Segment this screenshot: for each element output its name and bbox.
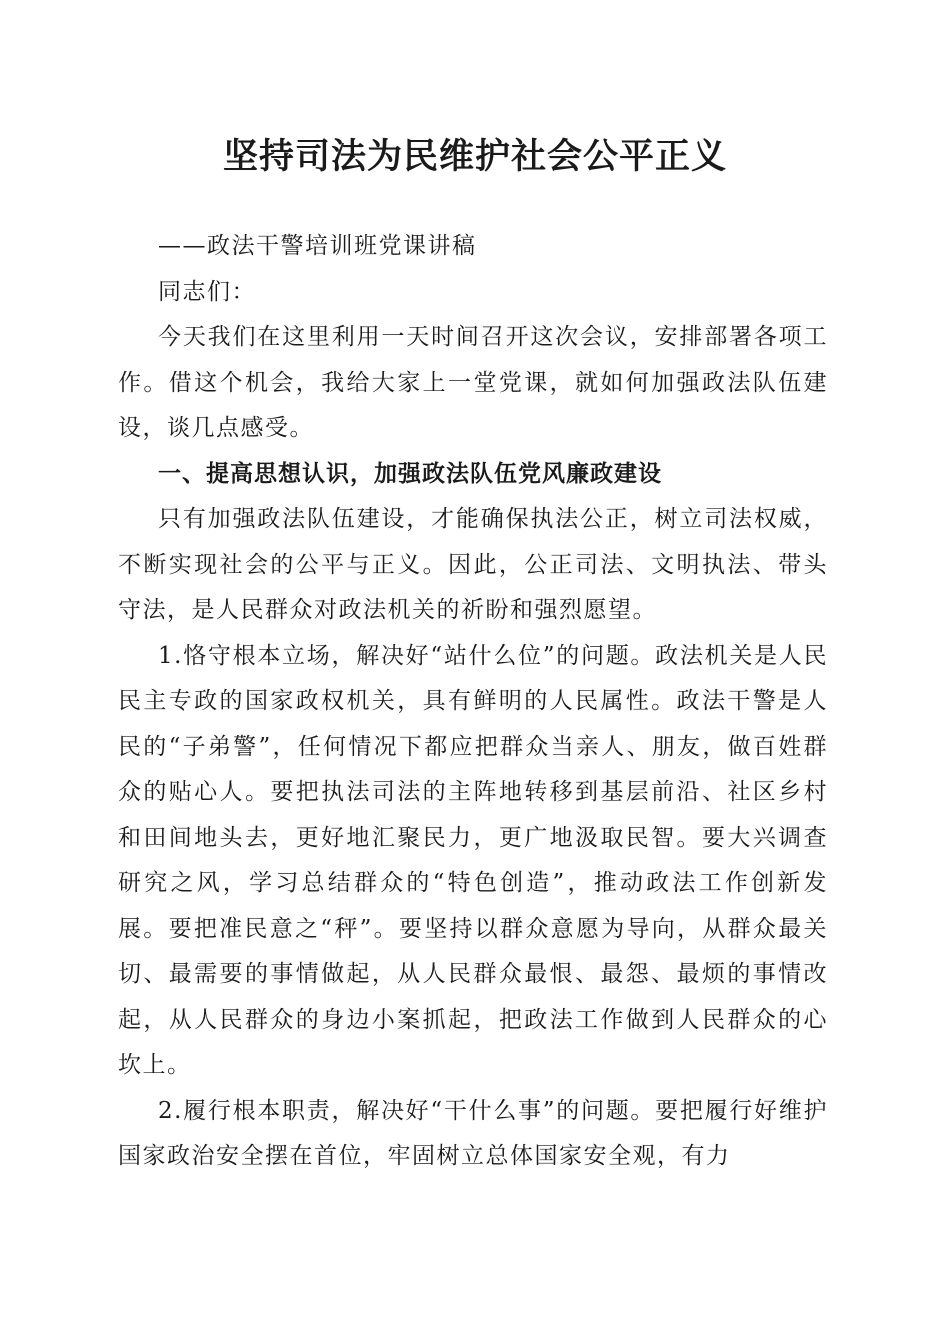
document-title: 坚持司法为民维护社会公平正义 xyxy=(222,137,727,177)
point-1-paragraph: 1.恪守根本立场，解决好“站什么位”的问题。政法机关是人民民主专政的国家政权机关，具有鲜明的人民属性。政法干警是人民的“子弟警”，任何情况下都应把群众当亲人、朋友，做百姓群众的贴心人。要把执法司法的主阵地转移到基层前沿、社区乡村和田间地头去，更好地汇聚民力，更广地汲取民智。要大兴调查研究之风，学习总结群众的“特色创造”，推动政法工作创新发展。要把准民意之“秤”。要坚持以群众意愿为导向，从群众最关切、最需要的事情做起，从人民群众最恨、最怨、最烦的事情改起，从人民群众的身边小案抓起，把政法工作做到人民群众的心坎上。 xyxy=(118,642,828,1078)
section-heading: 一、提高思想认识，加强政法队伍党风廉政建设 xyxy=(158,460,662,487)
point-2-paragraph: 2.履行根本职责，解决好“干什么事”的问题。要把履行好维护国家政治安全摆在首位，牢固树立总体国家安全观，有力 xyxy=(118,1097,828,1169)
intro-paragraph: 今天我们在这里利用一天时间召开这次会议，安排部署各项工作。借这个机会，我给大家上一堂党课，就如何加强政法队伍建设，谈几点感受。 xyxy=(118,324,828,441)
section-paragraph: 只有加强政法队伍建设，才能确保执法公正，树立司法权威，不断实现社会的公平与正义。因此，公正司法、文明执法、带头守法，是人民群众对政法机关的祈盼和强烈愿望。 xyxy=(118,506,828,623)
document-body xyxy=(118,224,828,1180)
salutation: 同志们： xyxy=(158,278,256,305)
document-subtitle: ——政法干警培训班党课讲稿 xyxy=(158,233,477,259)
